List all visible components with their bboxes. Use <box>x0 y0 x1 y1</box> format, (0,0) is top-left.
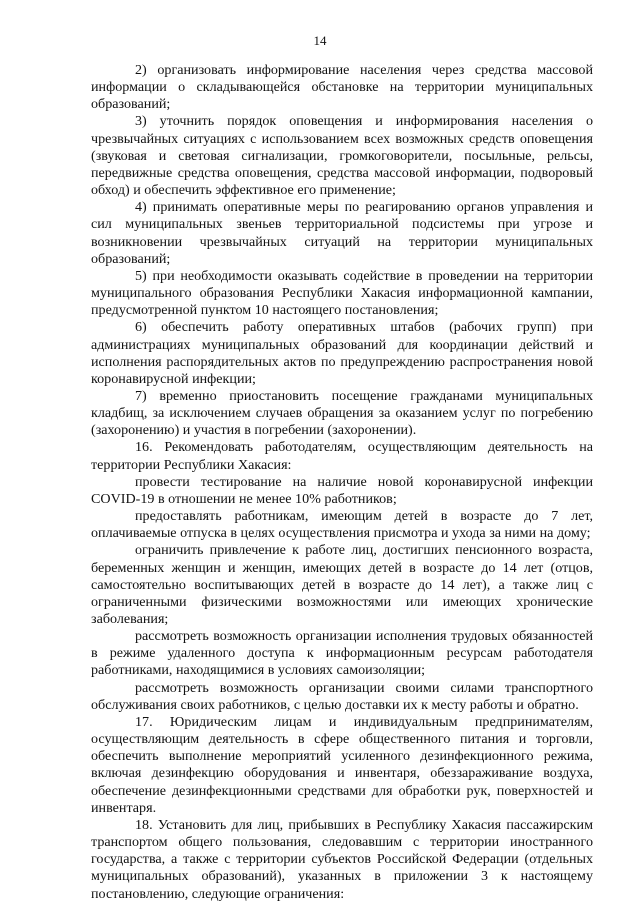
paragraph-clause-16: 16. Рекомендовать работодателям, осуществляющим деятельность на территории Республики Хакасия: <box>91 439 593 473</box>
paragraph-testing: провести тестирование на наличие новой коронавирусной инфекции COVID-19 в отношении не менее 10% работников; <box>91 473 593 507</box>
paragraph-clause-18: 18. Установить для лиц, прибывших в Республику Хакасия пассажирским транспортом общего пользования, следовавшим с территории иностранного государства, а также с территории субъектов Российской Федерации (отдельных муниципальных образований), указанных в приложении 3 к настоящему постановлению, следующие ограничения: <box>91 816 593 902</box>
paragraph-remote-work: рассмотреть возможность организации исполнения трудовых обязанностей в режиме удаленного доступа к информационным ресурсам работодателя работниками, находящимися в условиях самоизоляции; <box>91 628 593 679</box>
paragraph-limit-risk-groups: ограничить привлечение к работе лиц, достигших пенсионного возраста, беременных женщин и женщин, имеющих детей в возрасте до 14 лет (отцов, самостоятельно воспитывающих детей в возрасте до 14 лет), а также лиц с ограниченными физическими возможностями или имеющих хронические заболевания; <box>91 542 593 627</box>
paragraph-item-5: 5) при необходимости оказывать содействие в проведении на территории муниципального образования Республики Хакасия информационной кампании, предусмотренной пунктом 10 настоящего постановления; <box>91 267 593 319</box>
page-number: 14 <box>313 33 327 48</box>
paragraph-item-7: 7) временно приостановить посещение гражданами муниципальных кладбищ, за исключением случаев обращения за оказанием услуг по погребению (захоронению) и участия в погребении (захоронении). <box>91 387 593 439</box>
paragraph-item-4: 4) принимать оперативные меры по реагированию органов управления и сил муниципальных звеньев территориальной подсистемы при угрозе и возникновении чрезвычайных ситуаций на территории муниципальных образований; <box>91 199 593 267</box>
paragraph-childcare-leave: предоставлять работникам, имеющим детей в возрасте до 7 лет, оплачиваемые отпуска в целях осуществления присмотра и ухода за ними на дому; <box>91 508 593 542</box>
paragraph-item-2: 2) организовать информирование населения через средства массовой информации о складывающейся обстановке на территории муниципальных образований; <box>91 62 593 113</box>
paragraph-transport: рассмотреть возможность организации своими силами транспортного обслуживания своих работников, с целью доставки их к месту работы и обратно. <box>91 679 593 713</box>
paragraph-item-3: 3) уточнить порядок оповещения и информирования населения о чрезвычайных ситуациях с использованием всех возможных средств оповещения (звуковая и световая сигнализации, громкоговорители, посыльные, рельсы, передвижные средства оповещения, средства массовой информации, подворовый обход) и обеспечить эффективное его применение; <box>91 113 593 199</box>
paragraph-clause-17: 17. Юридическим лицам и индивидуальным предпринимателям, осуществляющим деятельность в сфере общественного питания и торговли, обеспечить выполнение мероприятий усиленного дезинфекционного режима, включая дезинфекцию оборудования и инвентаря, обеззараживание воздуха, обеспечение дезинфекционными средствами для обработки рук, поверхностей и инвентаря. <box>91 713 593 816</box>
document-body <box>91 62 593 903</box>
paragraph-item-6: 6) обеспечить работу оперативных штабов (рабочих групп) при администрациях муниципальных образований для координации действий и исполнения распорядительных актов по предупреждению распространения новой коронавирусной инфекции; <box>91 319 593 387</box>
